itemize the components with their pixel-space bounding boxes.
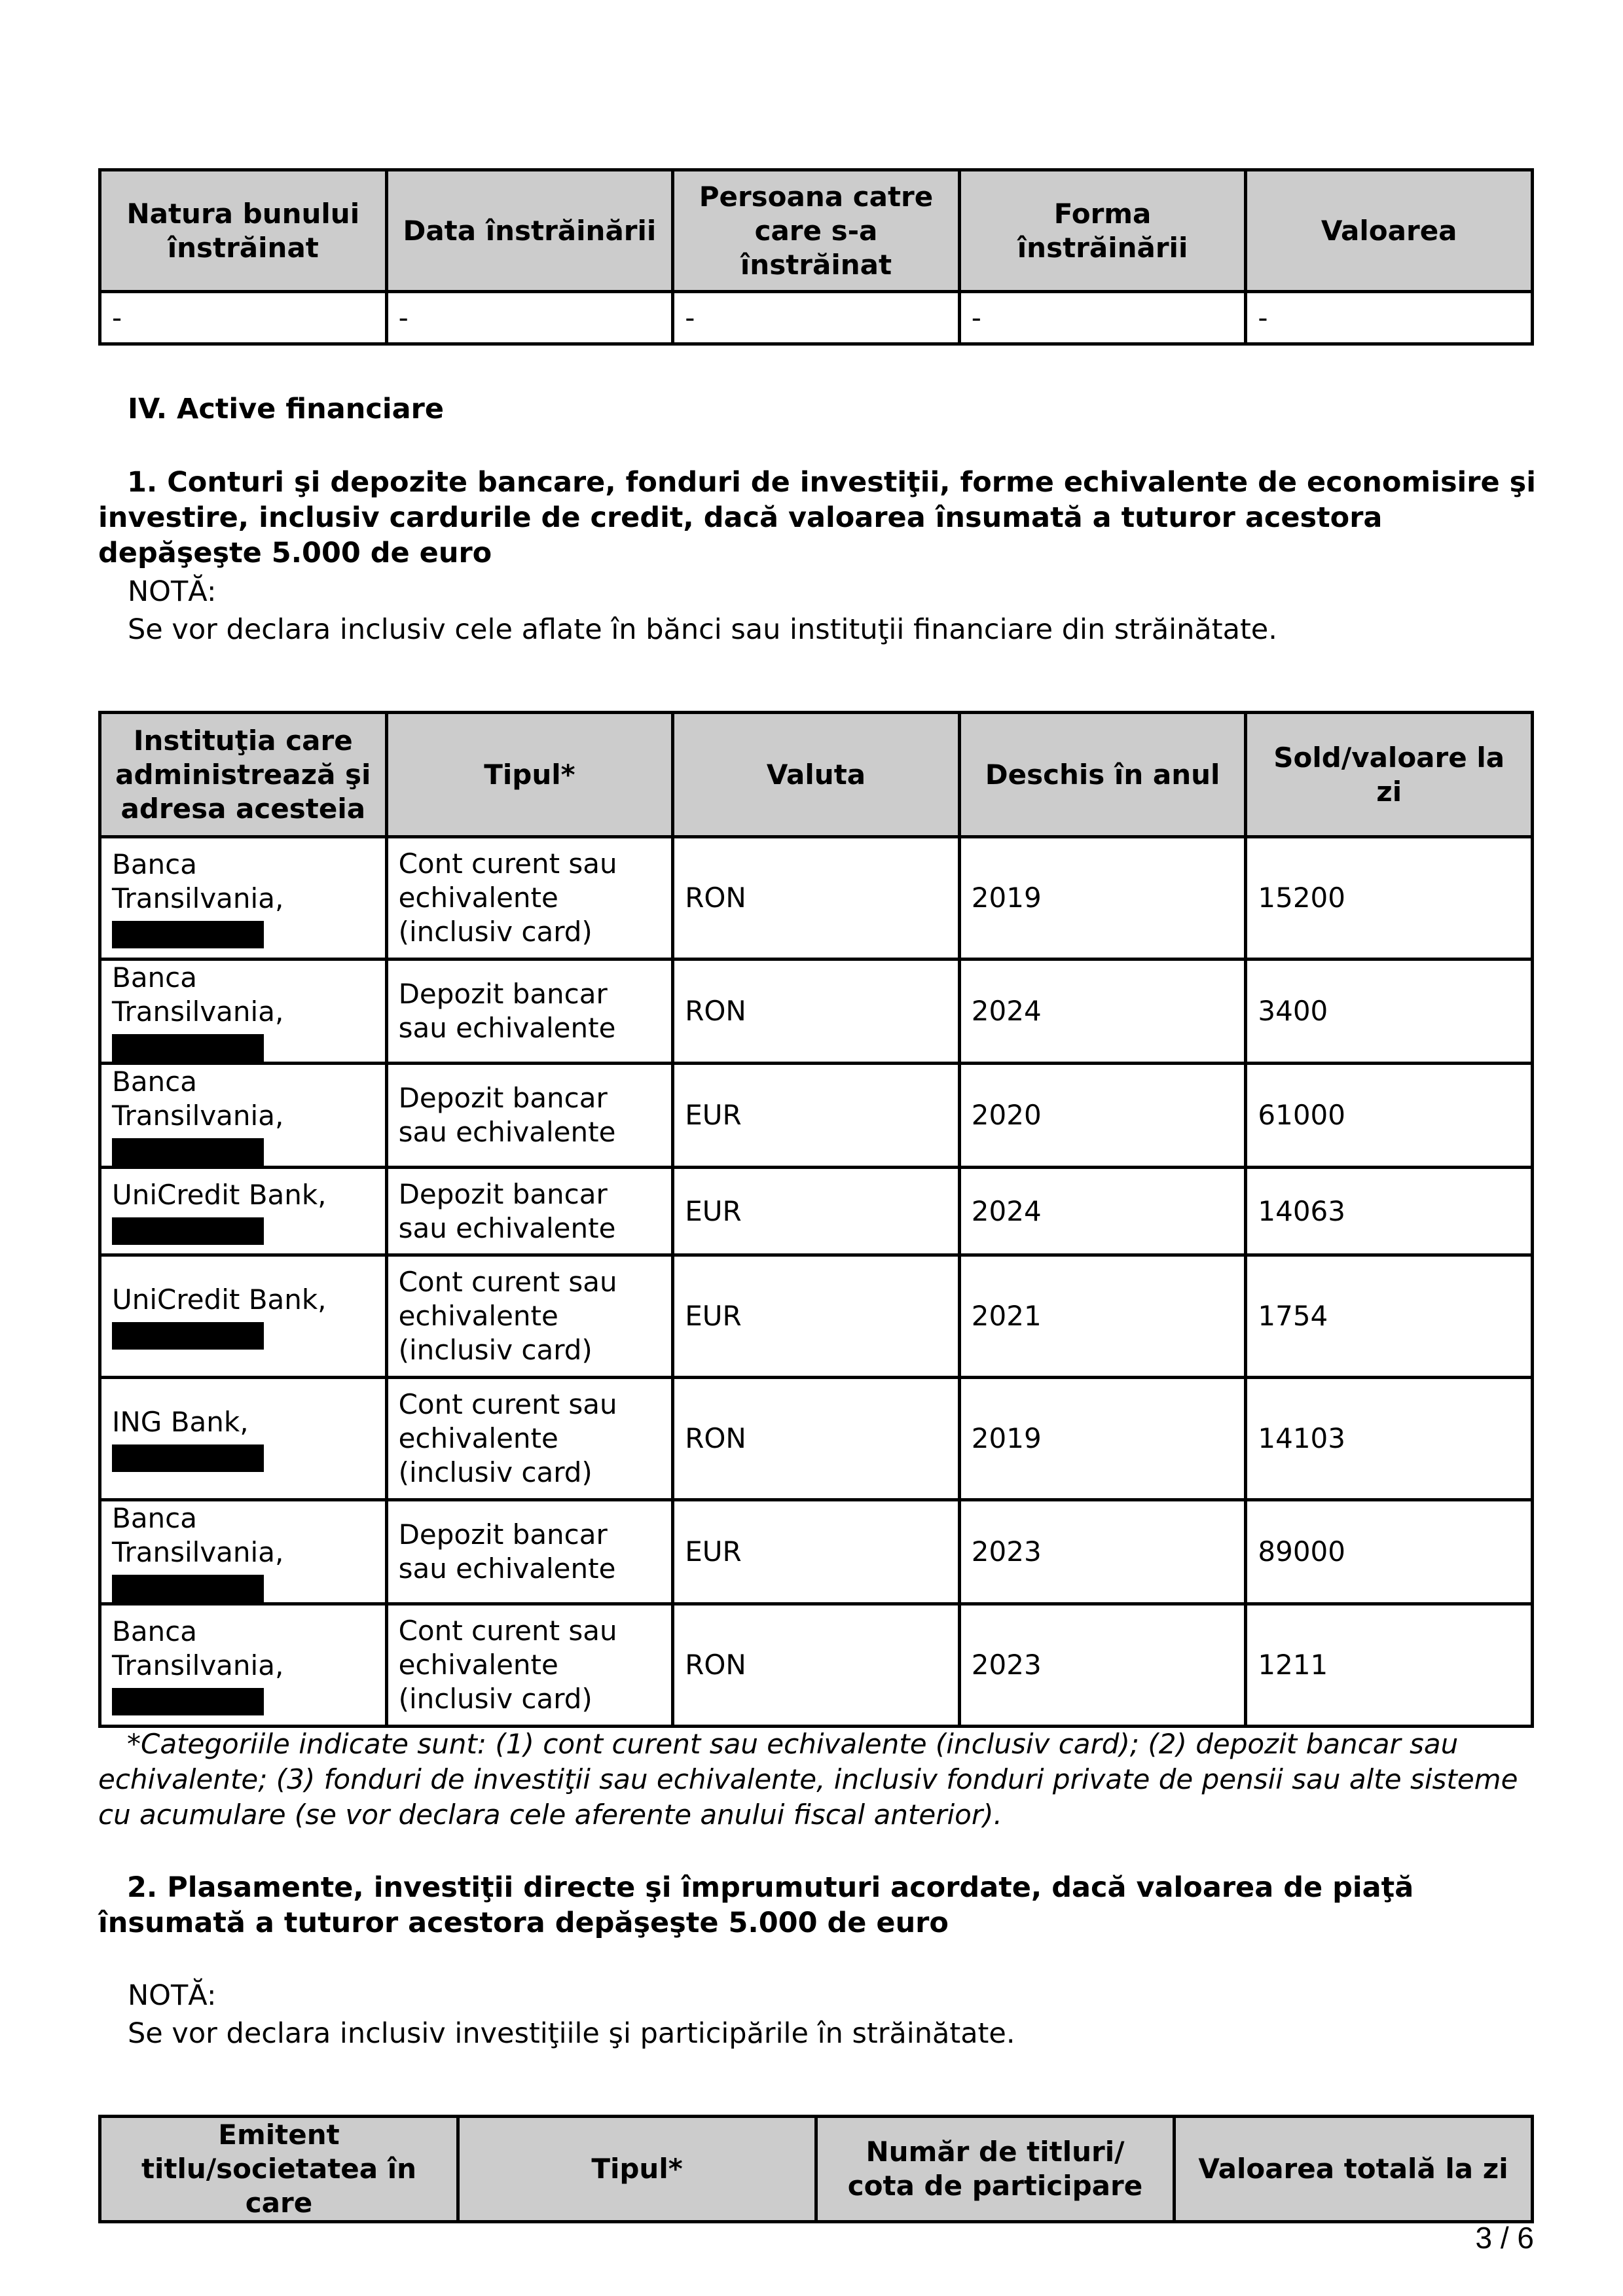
table-row: [100, 1064, 1533, 1168]
table-cell: Depozit bancar sau echivalente: [386, 1064, 673, 1168]
redacted-address: [112, 921, 264, 948]
institution-name: Banca Transilvania,: [112, 961, 284, 1028]
table-cell: [100, 1378, 387, 1500]
column-header: Instituţia care administrează şi adresa acesteia: [100, 713, 387, 837]
table-cell: [100, 1500, 387, 1604]
redacted-address: [112, 1688, 264, 1715]
table-cell: -: [386, 292, 673, 344]
table-cell: 2021: [959, 1255, 1246, 1378]
table-cell: 15200: [1246, 837, 1533, 960]
redacted-address: [112, 1217, 264, 1245]
subsection-1-heading: 1. Conturi şi depozite bancare, fonduri de investiţii, forme echivalente de economisire şi investire, inclusiv cardurile de credit, dacă valoarea însumată a tuturor acestora depăşeşte 5.000 de euro: [98, 466, 1536, 569]
table-cell: Cont curent sau echivalente (inclusiv card): [386, 1378, 673, 1500]
table-row: [100, 1378, 1533, 1500]
table-cell: 2019: [959, 837, 1246, 960]
column-header: Sold/valoare la zi: [1246, 713, 1533, 837]
table-cell: EUR: [673, 1500, 960, 1604]
table-cell: Depozit bancar sau echivalente: [386, 960, 673, 1064]
table-cell: RON: [673, 1604, 960, 1727]
column-header: Persoana catre care s-a înstrăinat: [673, 170, 960, 292]
redacted-address: [112, 1034, 264, 1062]
table-row: [100, 1168, 1533, 1255]
table-cell: 2024: [959, 960, 1246, 1064]
table-cell: RON: [673, 1378, 960, 1500]
table-row: [100, 1500, 1533, 1604]
column-header: Număr de titluri/ cota de participare: [816, 2117, 1175, 2222]
table-cell: [100, 1168, 387, 1255]
institution-name: ING Bank,: [112, 1406, 249, 1438]
table-cell: 2023: [959, 1500, 1246, 1604]
table-cell: -: [100, 292, 387, 344]
table-cell: 61000: [1246, 1064, 1533, 1168]
table-cell: 2020: [959, 1064, 1246, 1168]
table-cell: [100, 1255, 387, 1378]
column-header: Tipul*: [386, 713, 673, 837]
institution-name: Banca Transilvania,: [112, 848, 284, 914]
institution-name: UniCredit Bank,: [112, 1283, 327, 1316]
table-row: [100, 1604, 1533, 1727]
column-header: Forma înstrăinării: [959, 170, 1246, 292]
note-label: NOTĂ:: [128, 1979, 217, 2012]
table-row: [100, 1255, 1533, 1378]
table-header-row: [100, 2117, 1533, 2222]
table-row: [100, 960, 1533, 1064]
table-cell: 1754: [1246, 1255, 1533, 1378]
table-cell: [100, 960, 387, 1064]
table-header-row: [100, 170, 1533, 292]
table-cell: -: [1246, 292, 1533, 344]
redacted-address: [112, 1138, 264, 1166]
table-cell: 2023: [959, 1604, 1246, 1727]
column-header: Data înstrăinării: [386, 170, 673, 292]
table-cell: -: [959, 292, 1246, 344]
redacted-address: [112, 1322, 264, 1350]
note-text: Se vor declara inclusiv investiţiile şi participările în străinătate.: [128, 2017, 1015, 2050]
column-header: Emitent titlu/societatea în care: [100, 2117, 458, 2222]
table-cell: [100, 1604, 387, 1727]
note-text: Se vor declara inclusiv cele aflate în bănci sau instituţii financiare din străinătate.: [128, 613, 1277, 646]
table-cell: [100, 837, 387, 960]
table-cell: Cont curent sau echivalente (inclusiv card): [386, 837, 673, 960]
investments-table: [98, 2115, 1534, 2223]
column-header: Valoarea: [1246, 170, 1533, 292]
alienated-goods-table: [98, 168, 1534, 346]
table-cell: Cont curent sau echivalente (inclusiv card): [386, 1255, 673, 1378]
table-cell: EUR: [673, 1168, 960, 1255]
table-cell: RON: [673, 837, 960, 960]
table-cell: EUR: [673, 1064, 960, 1168]
institution-name: Banca Transilvania,: [112, 1066, 284, 1132]
table-cell: RON: [673, 960, 960, 1064]
bank-accounts-table: [98, 711, 1534, 1728]
table-cell: 3400: [1246, 960, 1533, 1064]
redacted-address: [112, 1575, 264, 1602]
table-cell: 14063: [1246, 1168, 1533, 1255]
column-header: Deschis în anul: [959, 713, 1246, 837]
institution-name: Banca Transilvania,: [112, 1615, 284, 1681]
column-header: Valuta: [673, 713, 960, 837]
table-header-row: [100, 713, 1533, 837]
column-header: Tipul*: [458, 2117, 816, 2222]
categories-footnote: *Categoriile indicate sunt: (1) cont curent sau echivalente (inclusiv card); (2) depozit bancar sau echivalente; (3) fonduri de investiţii sau echivalente, inclusiv fonduri private de pensii sau alte sisteme cu acumulare (se vor declara cele aferente anului fiscal anterior).: [98, 1728, 1518, 1831]
institution-name: Banca Transilvania,: [112, 1502, 284, 1568]
table-cell: [100, 1064, 387, 1168]
table-cell: EUR: [673, 1255, 960, 1378]
table-row: [100, 837, 1533, 960]
table-cell: 1211: [1246, 1604, 1533, 1727]
institution-name: UniCredit Bank,: [112, 1178, 327, 1211]
column-header: Natura bunului înstrăinat: [100, 170, 387, 292]
column-header: Valoarea totală la zi: [1175, 2117, 1533, 2222]
table-cell: 14103: [1246, 1378, 1533, 1500]
note-label: NOTĂ:: [128, 575, 217, 608]
table-cell: Depozit bancar sau echivalente: [386, 1168, 673, 1255]
table-cell: 89000: [1246, 1500, 1533, 1604]
subsection-2-heading: 2. Plasamente, investiţii directe şi împrumuturi acordate, dacă valoarea de piaţă însumată a tuturor acestora depăşeşte 5.000 de euro: [98, 1871, 1414, 1939]
table-row: [100, 292, 1533, 344]
table-cell: -: [673, 292, 960, 344]
section-title: IV. Active financiare: [128, 393, 444, 425]
table-cell: 2024: [959, 1168, 1246, 1255]
table-cell: Cont curent sau echivalente (inclusiv card): [386, 1604, 673, 1727]
page-number: 3 / 6: [1475, 2221, 1534, 2255]
table-cell: 2019: [959, 1378, 1246, 1500]
table-cell: Depozit bancar sau echivalente: [386, 1500, 673, 1604]
redacted-address: [112, 1444, 264, 1472]
